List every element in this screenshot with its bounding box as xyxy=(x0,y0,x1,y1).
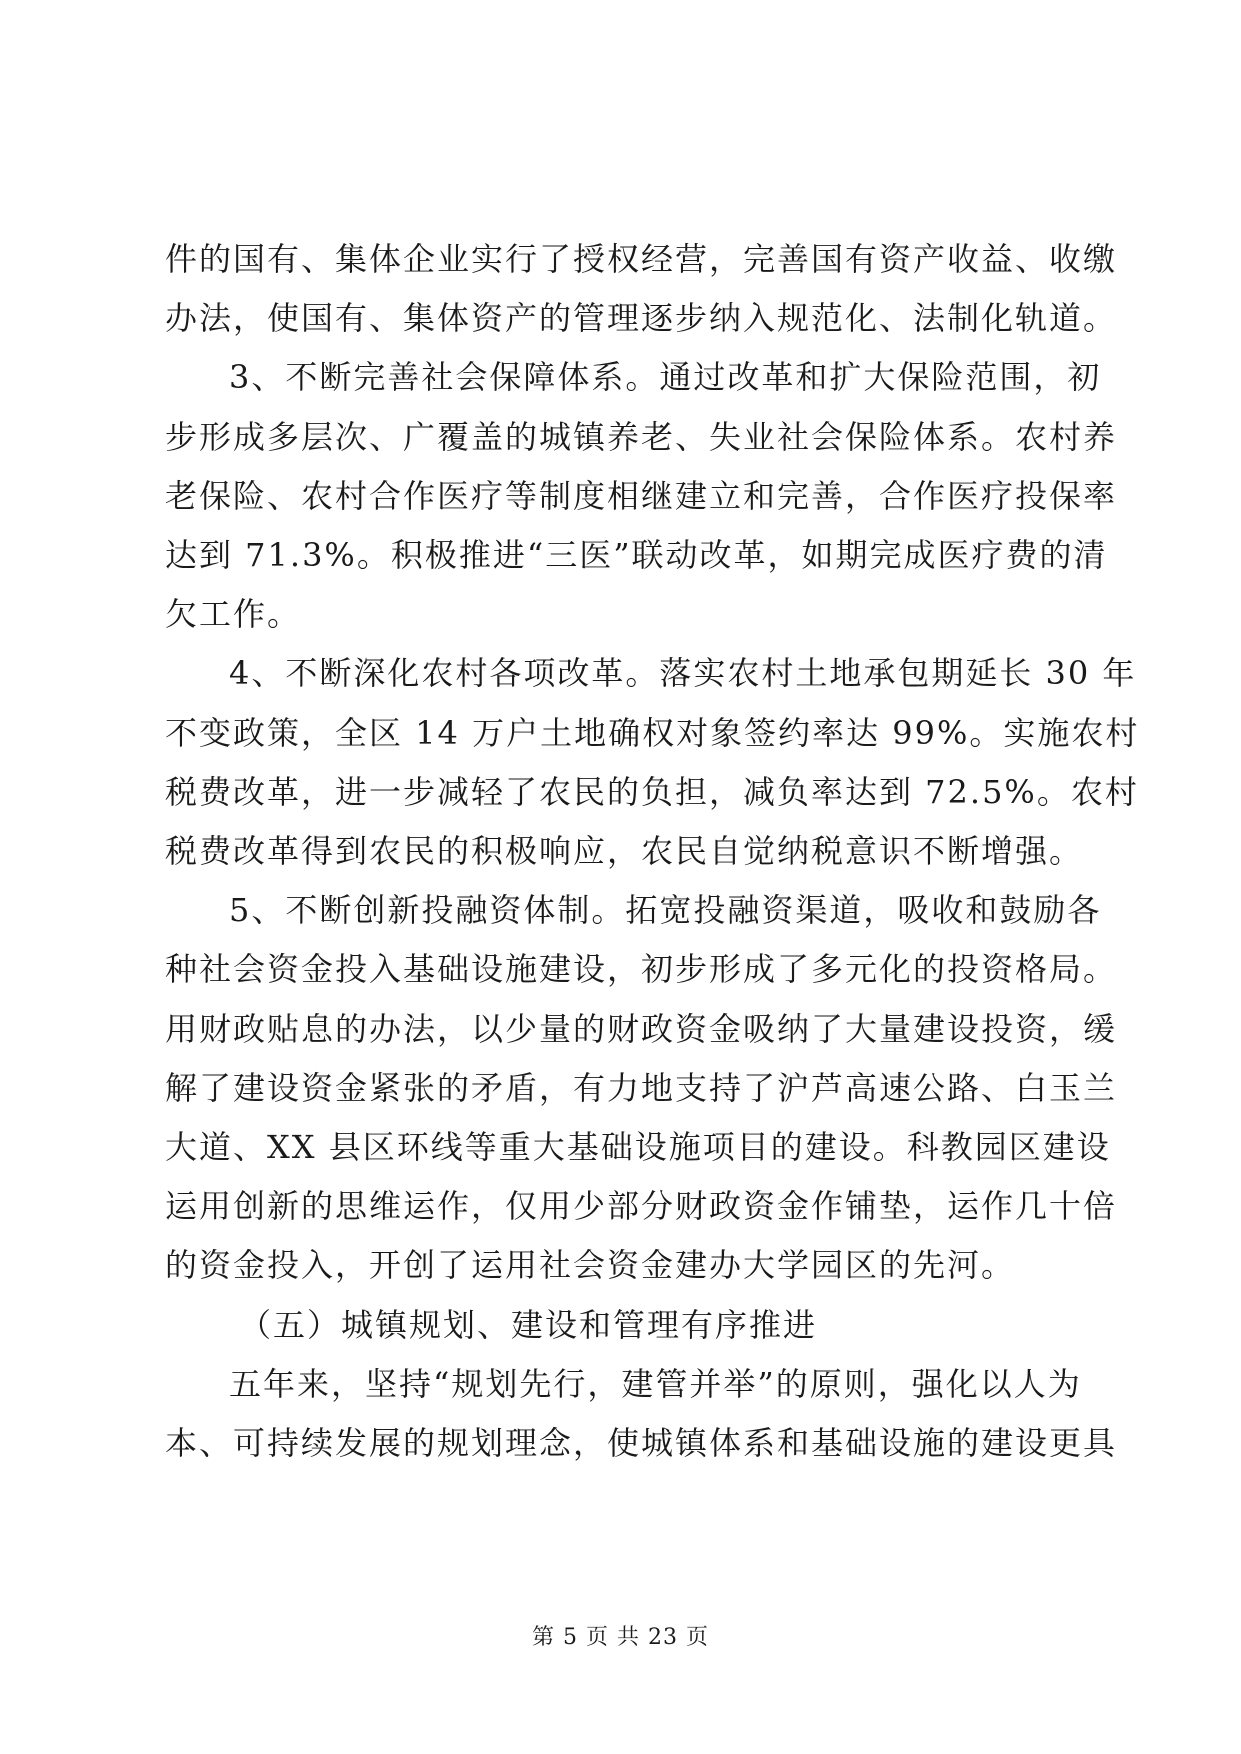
text-line: 5、不断创新投融资体制。拓宽投融资渠道，吸收和鼓励各 xyxy=(229,891,1102,930)
text-line: 件的国有、集体企业实行了授权经营，完善国有资产收益、收缴 xyxy=(165,240,1118,278)
paragraph-rural-reform xyxy=(165,644,1140,881)
text-line: 五年来，坚持“规划先行，建管并举”的原则，强化以人为 xyxy=(229,1364,1082,1403)
paragraph-urban-planning xyxy=(165,1355,1118,1473)
text-line: 4、不断深化农村各项改革。落实农村土地承包期延长 30 年 xyxy=(229,654,1137,693)
text-line: 运用创新的思维运作，仅用少部分财政资金作铺垫，运作几十倍 xyxy=(165,1187,1118,1226)
paragraph-social-security xyxy=(165,348,1118,644)
text-line: 用财政贴息的办法，以少量的财政资金吸纳了大量建设投资，缓 xyxy=(165,1009,1118,1048)
text-line: 解了建设资金紧张的矛盾，有力地支持了沪芦高速公路、白玉兰 xyxy=(165,1068,1118,1107)
document-body xyxy=(165,230,1140,1473)
page-number-footer: 第 5 页 共 23 页 xyxy=(532,1625,709,1650)
text-line: 种社会资金投入基础设施建设，初步形成了多元化的投资格局。 xyxy=(165,950,1118,989)
text-line: 3、不断完善社会保障体系。通过改革和扩大保险范围，初 xyxy=(229,358,1102,397)
text-line: 步形成多层次、广覆盖的城镇养老、失业社会保险体系。农村养 xyxy=(165,417,1118,456)
text-line: 大道、XX 县区环线等重大基础设施项目的建设。科教园区建设 xyxy=(165,1128,1111,1167)
paragraph-continued xyxy=(165,230,1118,348)
text-line: 本、可持续发展的规划理念，使城镇体系和基础设施的建设更具 xyxy=(165,1424,1118,1463)
text-line: 税费改革，进一步减轻了农民的负担，减负率达到 72.5%。农村 xyxy=(165,772,1139,811)
paragraph-investment-financing xyxy=(165,881,1118,1295)
text-line: 达到 71.3%。积极推进“三医”联动改革，如期完成医疗费的清 xyxy=(165,536,1108,575)
text-line: 不变政策，全区 14 万户土地确权对象签约率达 99%。实施农村 xyxy=(165,713,1140,752)
text-line: 老保险、农村合作医疗等制度相继建立和完善，合作医疗投保率 xyxy=(165,476,1118,515)
text-line: 税费改革得到农民的积极响应，农民自觉纳税意识不断增强。 xyxy=(165,832,1084,871)
text-line: 欠工作。 xyxy=(165,595,302,634)
text-line: 办法，使国有、集体资产的管理逐步纳入规范化、法制化轨道。 xyxy=(165,299,1118,338)
text-line: 的资金投入，开创了运用社会资金建办大学园区的先河。 xyxy=(165,1246,1016,1285)
section-heading: （五）城镇规划、建设和管理有序推进 xyxy=(239,1305,818,1344)
